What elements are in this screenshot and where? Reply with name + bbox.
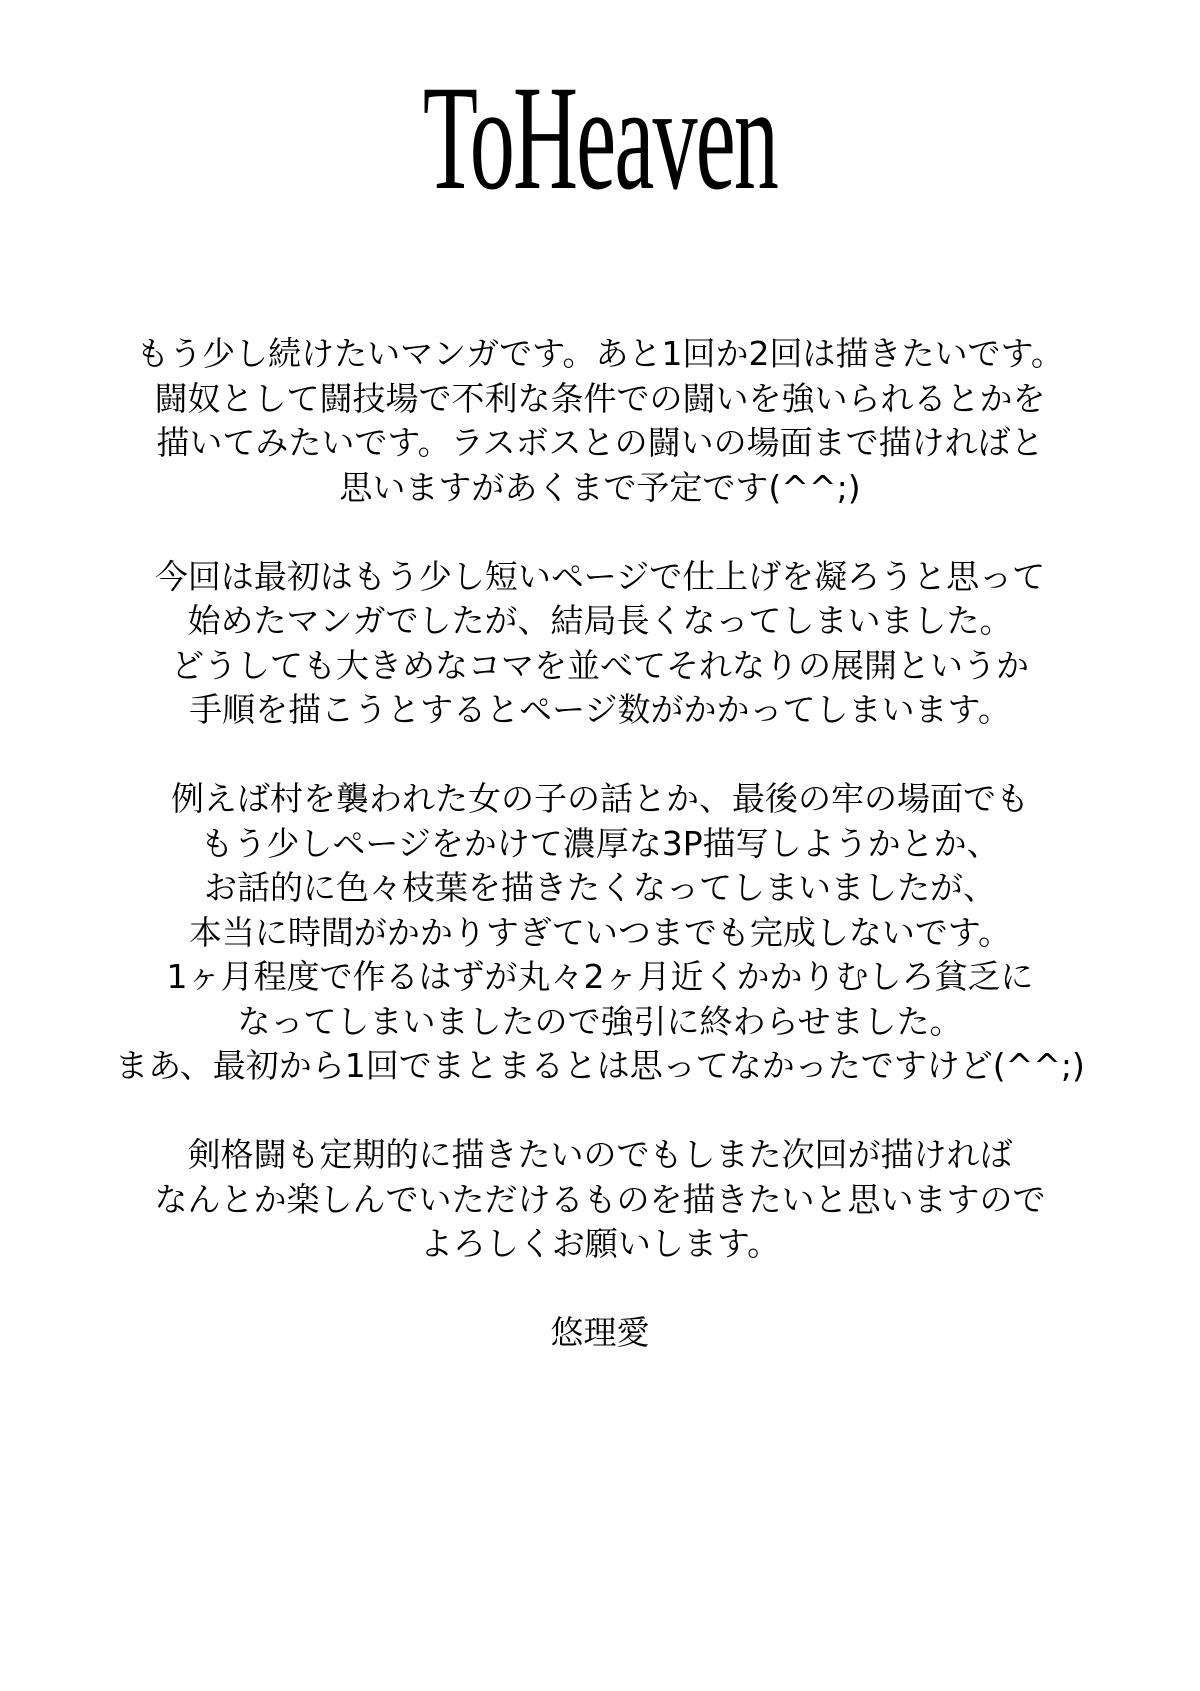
text-line: お話的に色々枝葉を描きたくなってしまいましたが、	[204, 868, 996, 907]
text-line: もう少し続けたいマンガです。あと1回か2回は描きたいです。	[136, 334, 1064, 373]
afterword-body	[0, 332, 1200, 1400]
text-line: もう少しページをかけて濃厚な3P描写しようかとか、	[200, 823, 1000, 863]
text-line: なんとか楽しんでいただけるものを描きたいと思いますので	[154, 1179, 1046, 1219]
text-line: 本当に時間がかかりすぎていつまでも完成しないです。	[188, 912, 1012, 952]
signature-text: 悠理愛	[550, 1313, 650, 1352]
text-line: 闘奴として闘技場で不利な条件での闘いを強いられるとかを	[154, 378, 1046, 418]
paragraph-2	[0, 555, 1200, 733]
page-title: ToHeaven	[422, 55, 778, 221]
text-line: どうしても大きめなコマを並べてそれなりの展開というか	[171, 645, 1029, 685]
paragraph-4	[0, 1133, 1200, 1267]
text-line: 手順を描こうとするとページ数がかかってしまいます。	[189, 690, 1011, 729]
text-line: よろしくお願いします。	[419, 1224, 781, 1263]
text-line: まあ、最初から1回でまとまるとは思ってなかったですけど(^^;)	[115, 1046, 1085, 1085]
text-line: 描いてみたいです。ラスボスとの闘いの場面まで描ければと	[156, 423, 1044, 462]
paragraph-3	[0, 777, 1200, 1089]
paragraph-1	[0, 332, 1200, 510]
text-line: 剣格闘も定期的に描きたいのでもしまた次回が描ければ	[187, 1135, 1013, 1174]
text-line: なってしまいましたので強引に終わらせました。	[237, 1001, 963, 1041]
author-signature	[0, 1311, 1200, 1356]
text-line: 1ヶ月程度で作るはずが丸々2ヶ月近くかかりむしろ貧乏に	[166, 957, 1034, 996]
text-line: 思いますがあくまで予定です(^^;)	[339, 467, 861, 507]
text-line: 今回は最初はもう少し短いページで仕上げを凝ろうと思って	[154, 556, 1046, 596]
text-line: 例えば村を襲われた女の子の話とか、最後の牢の場面でも	[171, 779, 1029, 818]
text-line: 始めたマンガでしたが、結局長くなってしまいました。	[187, 601, 1013, 640]
